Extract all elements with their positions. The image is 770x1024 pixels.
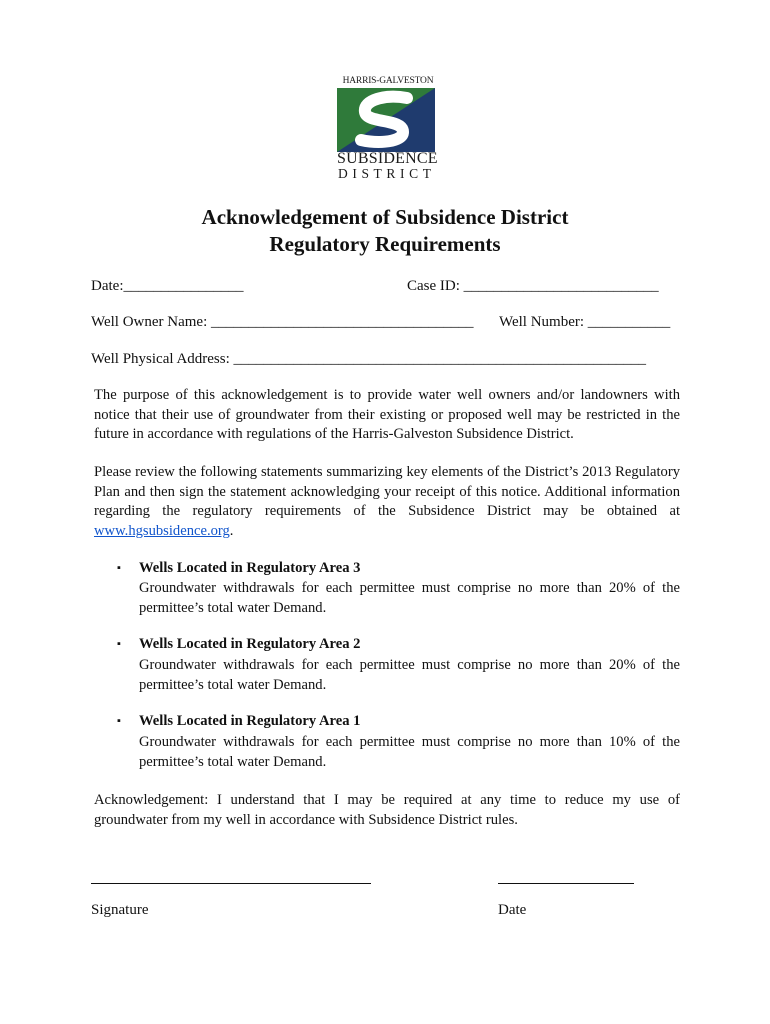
date-label: Date <box>498 902 527 918</box>
purpose-paragraph: The purpose of this acknowledgement is to provide water well owners and/or landowners with notice that their use of groundwater from their existing or proposed well may be restricted in the future in accordance with regulations of the Harris-Galveston Subsidence District. <box>94 387 680 442</box>
well-number-field[interactable]: Well Number: ___________ <box>499 314 671 330</box>
logo-subsidence-text: SUBSIDENCE <box>337 150 438 167</box>
signature-label: Signature <box>91 902 149 918</box>
area3-heading: Wells Located in Regulatory Area 3 <box>139 560 361 576</box>
hgsubsidence-link[interactable]: www.hgsubsidence.org <box>94 522 230 539</box>
page-title-line2: Regulatory Requirements <box>269 232 501 256</box>
date-field[interactable]: Date:________________ <box>91 278 244 294</box>
acknowledgement-paragraph: Acknowledgement: I understand that I may be required at any time to reduce my use of groundwater from my well in accordance with Subsidence District rules. <box>94 792 680 828</box>
logo-top-text: HARRIS-GALVESTON <box>342 76 434 86</box>
well-owner-name-field[interactable]: Well Owner Name: ___________________________________ <box>91 314 474 330</box>
page-title-line1: Acknowledgement of Subsidence District <box>201 205 569 229</box>
review-paragraph <box>94 463 680 541</box>
logo-district-text: DISTRICT <box>338 166 436 181</box>
area3-text: Groundwater withdrawals for each permittee must comprise no more than 20% of the permittee’s total water Demand. <box>139 580 680 616</box>
well-address-field[interactable]: Well Physical Address: _______________________________________________________ <box>91 351 647 367</box>
area1-heading: Wells Located in Regulatory Area 1 <box>139 713 361 729</box>
area1-text: Groundwater withdrawals for each permittee must comprise no more than 10% of the permittee’s total water Demand. <box>139 734 680 770</box>
bullet-icon: ▪ <box>117 562 121 574</box>
case-id-field[interactable]: Case ID: __________________________ <box>407 278 659 294</box>
area2-text: Groundwater withdrawals for each permittee must comprise no more than 20% of the permittee’s total water Demand. <box>139 657 680 693</box>
review-text: Please review the following statements summarizing key elements of the District’s 2013 Regulatory Plan and then sign the statement acknowledging your receipt of this notice. Additional information regarding the regulatory requirements of the Subsidence District may be obtained at <box>94 464 680 519</box>
area2-heading: Wells Located in Regulatory Area 2 <box>139 636 361 652</box>
signature-line[interactable] <box>91 883 371 884</box>
date-signature-line[interactable] <box>498 883 634 884</box>
logo-s-mark <box>337 88 435 152</box>
bullet-icon: ▪ <box>117 715 121 727</box>
review-period: . <box>229 522 234 539</box>
bullet-icon: ▪ <box>117 638 121 650</box>
